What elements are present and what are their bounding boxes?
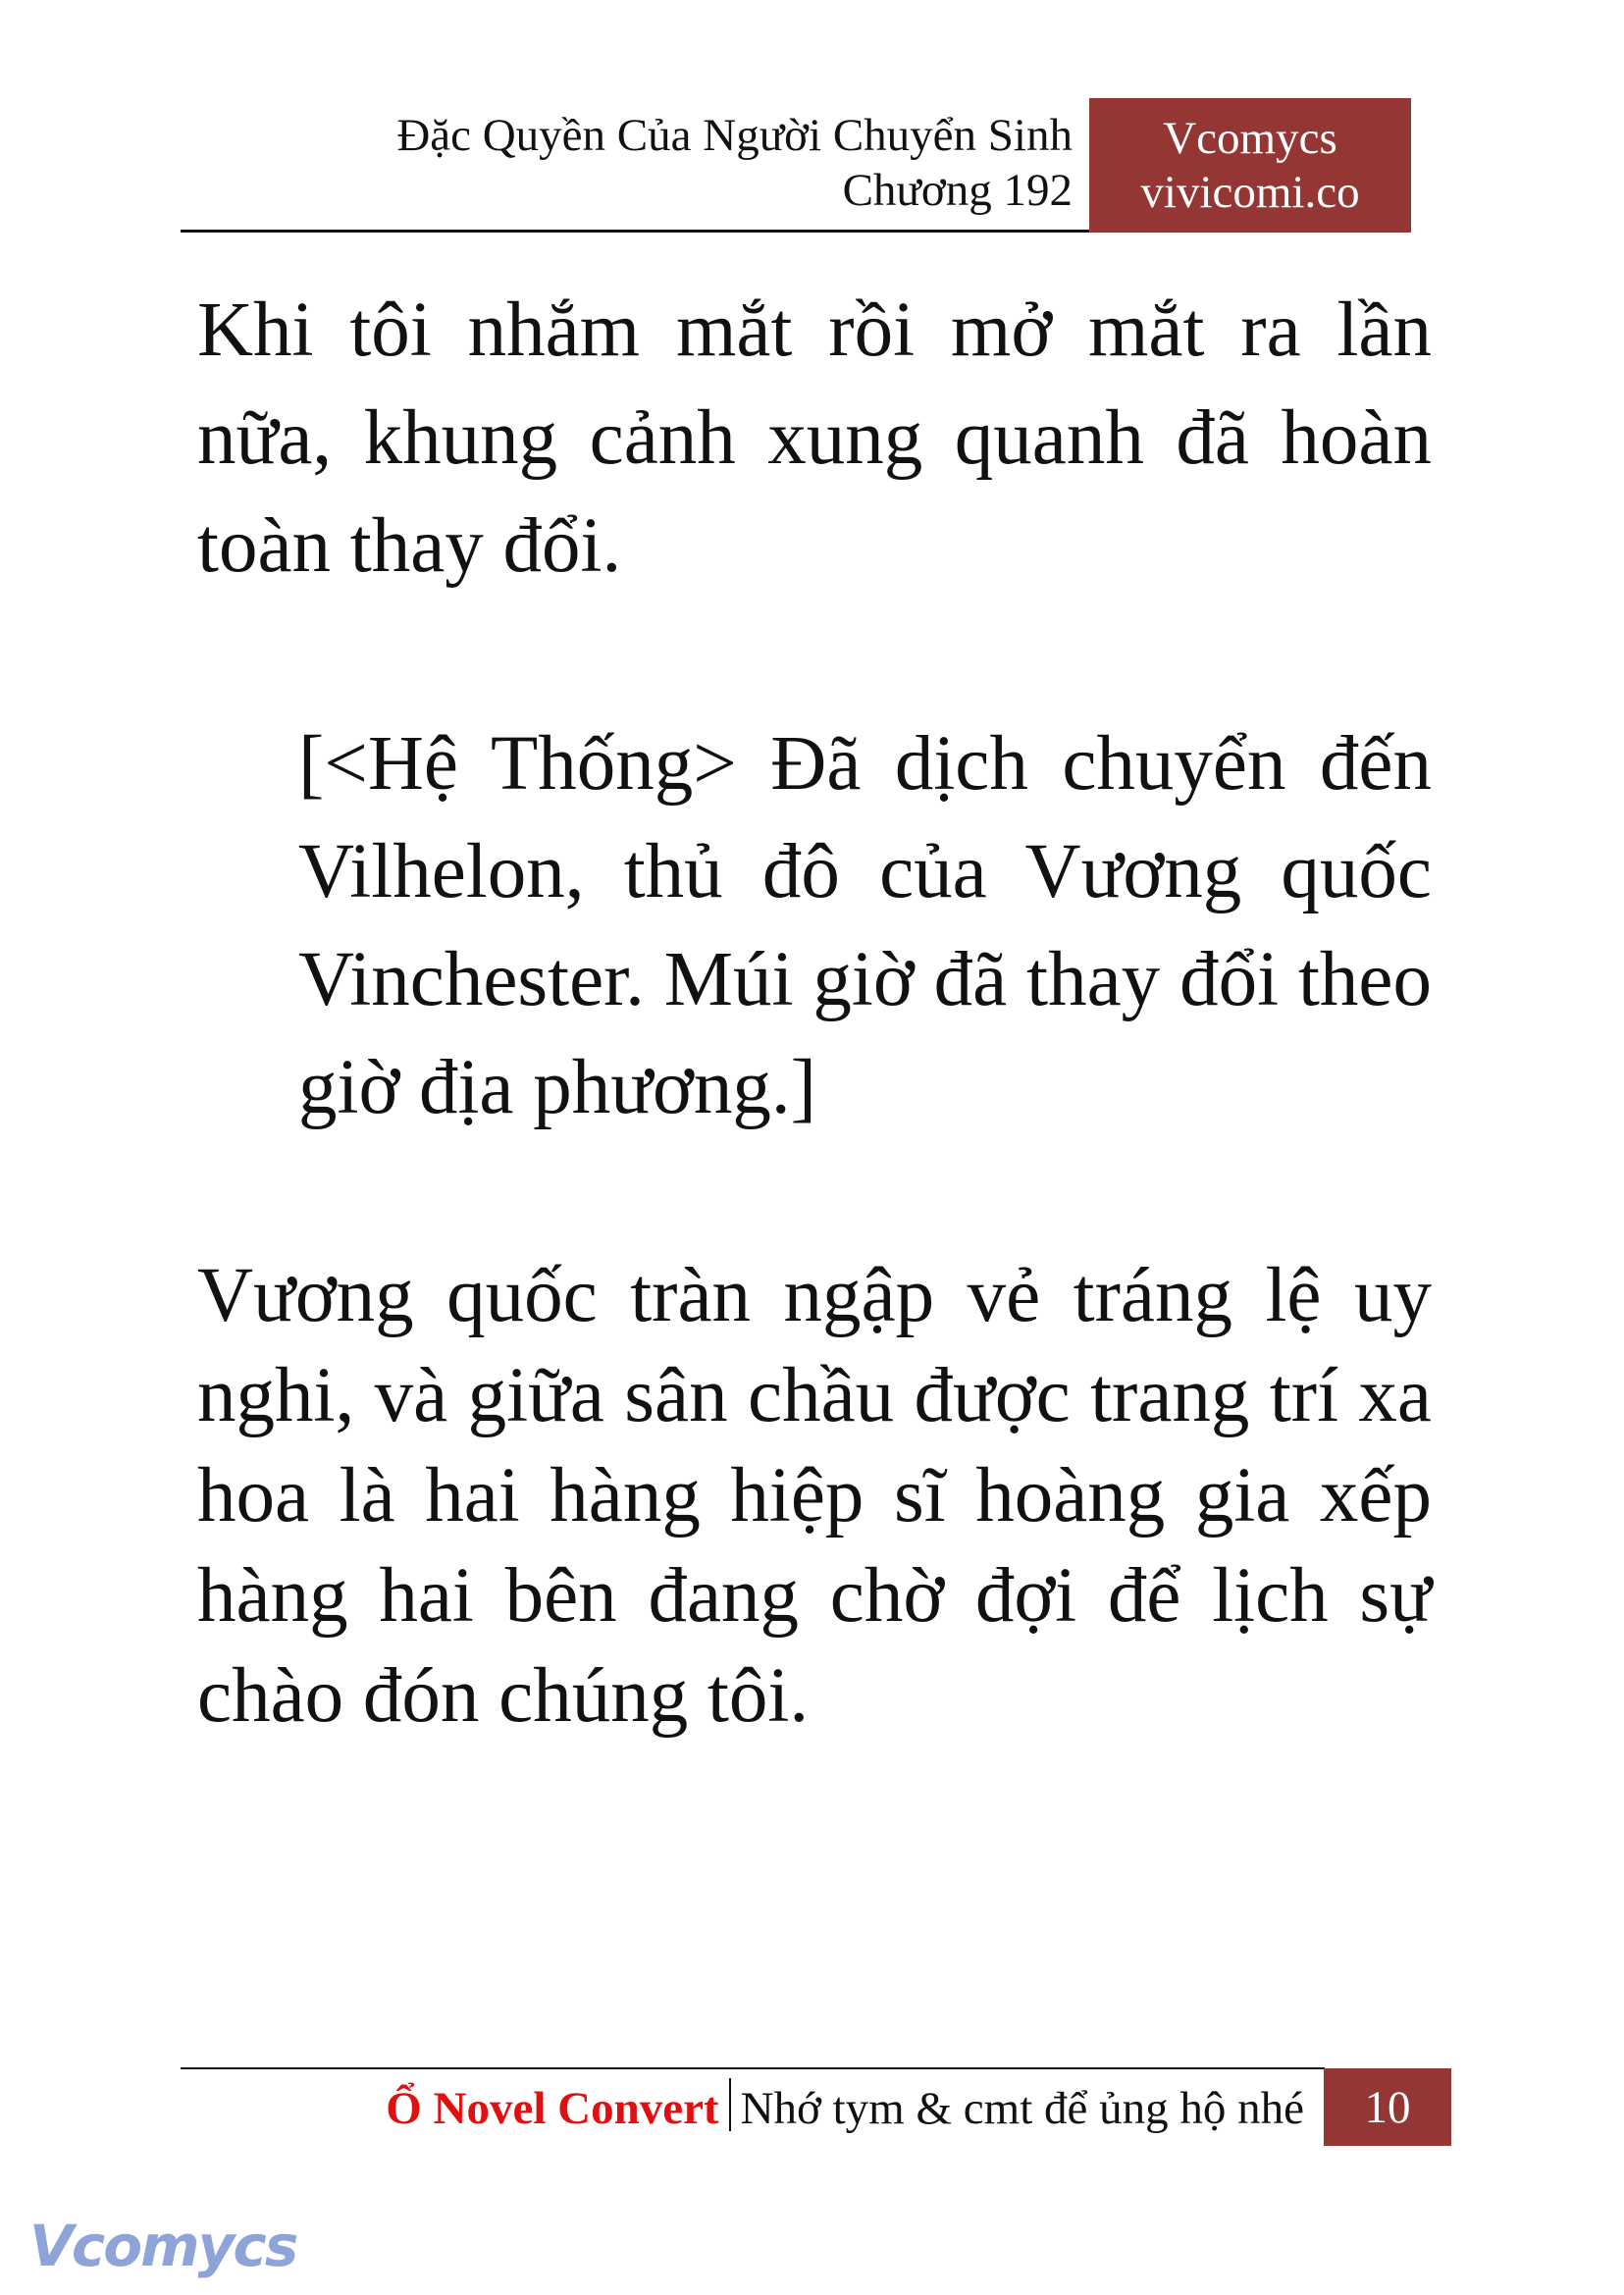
book-title-text: Đặc Quyền Của Người Chuyển Sinh <box>396 110 1073 161</box>
chapter-label: Chương 192 <box>842 165 1073 216</box>
footer-divider <box>181 2067 1325 2069</box>
source-badge <box>1089 98 1411 233</box>
system-message: [<Hệ Thống> Đã dịch chuyển đến Vilhelon, thủ đô của Vương quốc Vinchester. Múi giờ đã thay đổi theo giờ địa phương.] <box>298 721 1432 1130</box>
paragraph: Khi tôi nhắm mắt rồi mở mắt ra lần nữa, khung cảnh xung quanh đã hoàn toàn thay đổi. <box>197 287 1432 589</box>
footer-separator <box>729 2078 731 2131</box>
footer-brand: Ổ Novel Convert <box>386 2083 719 2134</box>
header-divider <box>181 230 1089 233</box>
footer-text <box>386 2078 1304 2138</box>
page-number: 10 <box>1324 2068 1451 2146</box>
source-name: Vcomycs <box>1163 112 1337 164</box>
paragraph: Vương quốc tràn ngập vẻ tráng lệ uy nghi, và giữa sân chầu được trang trí xa hoa là hai hàng hiệp sĩ hoàng gia xếp hàng hai bên đang chờ đợi để lịch sự chào đón chúng tôi. <box>197 1253 1432 1739</box>
source-site: vivicomi.co <box>1140 166 1360 218</box>
book-title <box>396 108 1073 218</box>
footer-message: Nhớ tym & cmt để ủng hộ nhé <box>740 2083 1304 2134</box>
watermark-logo: Vcomycs <box>29 2213 297 2279</box>
